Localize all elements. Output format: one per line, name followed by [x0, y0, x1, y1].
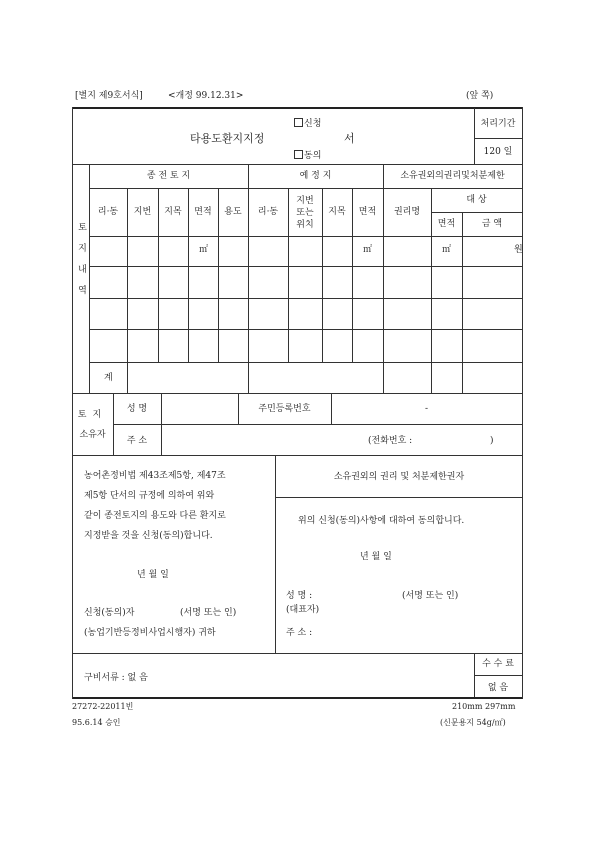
rights-address-label: 주 소 :	[286, 628, 313, 638]
revision-note: <개정 99.12.31>	[168, 91, 244, 101]
statement-line-2: 제5항 단서의 규정에 의하여 위와	[84, 491, 215, 501]
target-header: 대 상	[466, 195, 487, 205]
row-line	[89, 188, 522, 189]
unit-sqm-target: ㎡	[442, 245, 452, 255]
statement-line-1: 농어촌정비법 제43조제5항, 제47조	[84, 471, 226, 481]
addressee: (농업기반등정비사업시행자) 귀하	[84, 628, 216, 638]
row-line	[431, 212, 522, 213]
form-title: 타용도환지지정	[190, 132, 265, 145]
col-area-planned: 면적	[358, 207, 377, 217]
statement-line-4: 지정받을 것을 신청(동의)합니다.	[84, 531, 213, 541]
fee-mid-line	[474, 675, 522, 676]
col-rights-name: 권리명	[393, 207, 421, 217]
paper-spec: (신문용지 54g/㎡)	[440, 718, 506, 727]
rights-header: 소유권외의권리및처분제한	[400, 171, 505, 181]
rights-rep-label: (대표자)	[286, 605, 320, 615]
unit-won: 원	[514, 245, 523, 255]
owner-bottom-line	[72, 455, 523, 456]
col-jibun: 지번	[133, 207, 152, 217]
owner-address-label: 주 소	[126, 436, 148, 446]
total-label: 계	[104, 373, 113, 383]
land-section-label: 토지내역	[76, 222, 86, 306]
frame-left	[72, 107, 73, 699]
col-use: 용도	[224, 207, 242, 217]
owner-rrn-field[interactable]	[332, 394, 522, 423]
col-target-amount: 금 액	[481, 219, 503, 229]
rights-date: 년 월 일	[360, 552, 392, 562]
owner-rrn-dash: -	[425, 404, 429, 414]
land-entry-area[interactable]	[90, 237, 522, 362]
owner-name-label: 성 명	[126, 404, 148, 414]
owner-address-field[interactable]	[162, 425, 522, 454]
required-docs: 구비서류 : 없 음	[84, 673, 148, 683]
unit-sqm-planned: ㎡	[363, 245, 373, 255]
rights-signature: (서명 또는 인)	[402, 591, 459, 601]
original-land-header: 종 전 토 지	[146, 171, 191, 181]
fee-label: 수 수 료	[482, 659, 514, 669]
rights-holder-title: 소유권외의 권리 및 처분제한권자	[333, 472, 465, 482]
form-number: [별지 제9호서식]	[75, 91, 143, 101]
option-consent[interactable]: 동의	[294, 150, 321, 161]
col-ri: 리·동	[97, 207, 119, 217]
title-suffix: 서	[344, 132, 355, 145]
col-target-area: 면적	[437, 219, 456, 229]
checkbox-apply[interactable]	[294, 118, 303, 127]
statement-line-3: 같이 종전토지의 용도와 다른 환지로	[84, 511, 226, 521]
owner-section-label-1: 토지	[77, 410, 108, 420]
applicant-signature: (서명 또는 인)	[180, 608, 237, 618]
rights-consent-text: 위의 신청(동의)사항에 대하여 동의합니다.	[298, 516, 465, 526]
owner-phone-close: )	[490, 436, 494, 446]
statement-divider	[275, 455, 276, 653]
col-jibun-planned: 지번또는위치	[296, 196, 314, 230]
owner-rrn-label: 주민등록번호	[258, 404, 311, 414]
owner-phone-label: (전화번호 :	[368, 436, 413, 446]
page-side: (앞 쪽)	[466, 91, 494, 101]
applicant-label: 신청(동의)자	[84, 608, 135, 618]
rights-name-label: 성 명 :	[286, 591, 313, 601]
owner-name-field[interactable]	[162, 394, 238, 423]
paper-size: 210mm 297mm	[452, 702, 516, 711]
unit-sqm-original: ㎡	[199, 245, 209, 255]
col-area: 면적	[194, 207, 212, 217]
owner-section-label-2: 소유자	[79, 430, 106, 440]
option-apply[interactable]: 신청	[294, 118, 321, 129]
col-jimok-planned: 지목	[328, 207, 346, 217]
col-jimok: 지목	[164, 207, 182, 217]
checkbox-consent[interactable]	[294, 150, 303, 159]
statement-bottom-line	[72, 653, 523, 654]
approval-date: 95.6.14 승인	[72, 718, 121, 727]
statement-date: 년 월 일	[137, 570, 169, 580]
planned-land-header: 예 정 지	[299, 171, 332, 181]
processing-mid-line	[474, 138, 522, 139]
title-bottom-line	[72, 164, 523, 165]
processing-value: 120 일	[483, 147, 513, 157]
row-line	[89, 362, 522, 363]
fee-value: 없 음	[487, 683, 509, 693]
frame-top	[72, 107, 523, 109]
col-ri-planned: 리·동	[257, 207, 279, 217]
rights-title-line	[275, 497, 523, 498]
frame-bottom	[72, 697, 523, 699]
processing-label: 처리기간	[480, 119, 516, 129]
frame-right	[522, 107, 523, 699]
form-code: 27272-22011빈	[72, 702, 134, 711]
